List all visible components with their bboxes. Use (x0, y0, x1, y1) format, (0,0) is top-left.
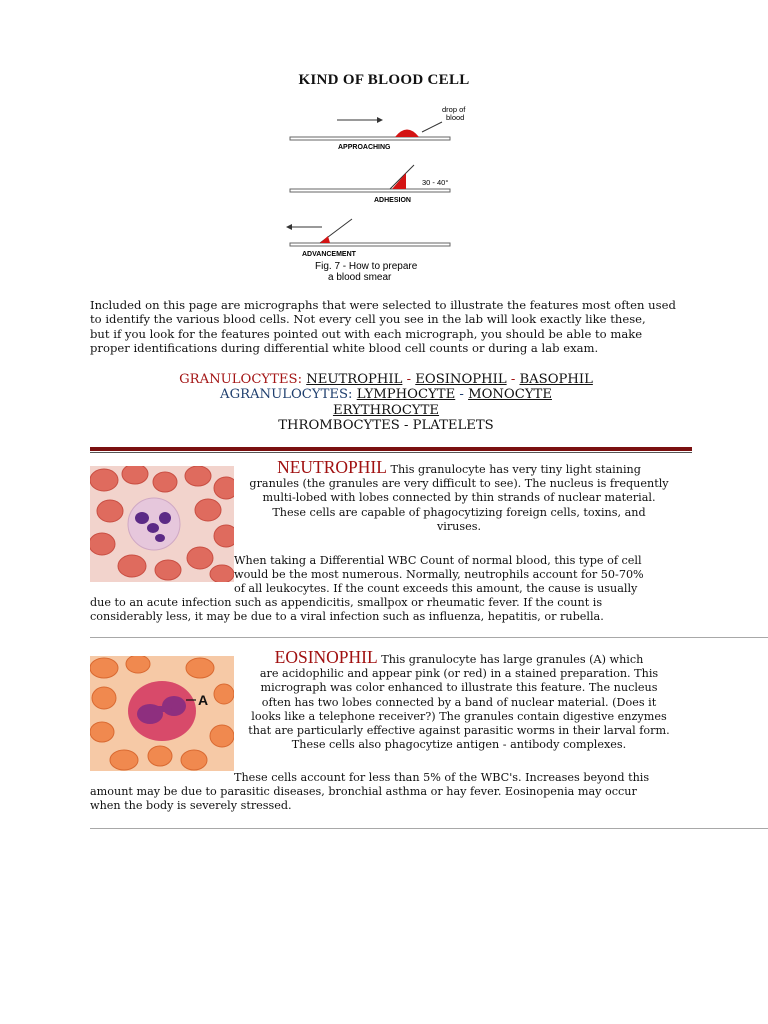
neutrophil-count-line: would be the most numerous. Normally, neutrophils account for 50-70% (234, 567, 644, 581)
erythrocyte-line (90, 403, 682, 418)
dash: - (506, 372, 520, 387)
section-divider-shadow (90, 452, 692, 453)
granulocytes-label: GRANULOCYTES: (179, 372, 303, 387)
dash: - (455, 387, 469, 402)
drop-label-2: blood (446, 113, 465, 122)
drop-pointer (422, 122, 442, 132)
thrombocytes-line: THROMBOCYTES - PLATELETS (278, 418, 494, 433)
dash: - (402, 372, 416, 387)
section-divider (90, 828, 768, 829)
drop-label-1: drop of (442, 105, 466, 114)
eosinophil-description (234, 647, 684, 752)
blood-drop (395, 130, 419, 138)
figure-caption-2: a blood smear (328, 272, 392, 283)
intro-paragraph (90, 298, 690, 356)
eosinophil-micrograph (90, 656, 234, 771)
blood-smear-figure (282, 100, 482, 290)
label-advancement: ADVANCEMENT (302, 251, 356, 258)
eosinophil-count-line: amount may be due to parasitic diseases, bronchial asthma or hay fever. Eosinopenia may occur (90, 785, 637, 798)
eosinophil-count-text (234, 771, 684, 785)
neutrophil-count-line: When taking a Differential WBC Count of normal blood, this type of cell (234, 554, 642, 567)
label-adhesion: ADHESION (374, 197, 411, 204)
neutrophil-line: viruses. (436, 519, 482, 533)
intro-line: but if you look for the features pointed out with each micrograph, you should be able to make (90, 326, 643, 341)
slide-advancement (290, 243, 450, 246)
link-eosinophil[interactable]: EOSINOPHIL (415, 372, 507, 387)
eosinophil-line: are acidophilic and appear pink (or red) in a stained preparation. This (259, 667, 659, 681)
neutrophil-heading: NEUTROPHIL (277, 457, 387, 477)
link-monocyte[interactable]: MONOCYTE (468, 387, 552, 402)
intro-line: to identify the various blood cells. Not every cell you see in the lab will look exactly like these, (90, 312, 646, 327)
eosinophil-line: These cells also phagocytize antigen - antibody complexes. (291, 738, 627, 752)
slide-approaching (290, 137, 450, 140)
neutrophil-micrograph (90, 466, 234, 582)
photo-label-a: A (198, 692, 209, 708)
neutrophil-line: multi-lobed with lobes connected by thin strands of nuclear material. (262, 491, 656, 505)
eosinophil-count-line: when the body is severely stressed. (90, 798, 292, 812)
agranulocytes-label: AGRANULOCYTES: (220, 387, 353, 402)
link-neutrophil[interactable]: NEUTROPHIL (306, 372, 403, 387)
link-basophil[interactable]: BASOPHIL (519, 372, 593, 387)
link-erythrocyte[interactable]: ERYTHROCYTE (332, 403, 440, 418)
eosinophil-line: that are particularly effective against parasitic worms in their larval form. (248, 724, 670, 738)
eosinophil-count-text-wide (90, 785, 690, 813)
neutrophil-line: These cells are capable of phagocytizing foreign cells, toxins, and (272, 505, 646, 519)
eosinophil-count-line: These cells account for less than 5% of the WBC's. Increases beyond this (234, 771, 650, 784)
figure-caption-1: Fig. 7 - How to prepare (315, 261, 418, 272)
agranulocytes-line (90, 387, 682, 402)
eosinophil-line: micrograph was color enhanced to illustrate this feature. The nucleus (260, 681, 658, 695)
neutrophil-count-line: of all leukocytes. If the count exceeds this amount, the cause is usually (234, 581, 638, 595)
neutrophil-count-line: due to an acute infection such as appendicitis, smallpox or rheumatic fever. If the count is (90, 596, 603, 609)
neutrophil-count-line: considerably less, it may be due to a viral infection such as influenza, hepatitis, or rubella. (90, 609, 604, 623)
page-title: KIND OF BLOOD CELL (298, 72, 470, 88)
section-divider (90, 447, 692, 451)
eosinophil-line: looks like a telephone receiver?) The granules contain digestive enzymes (251, 709, 667, 723)
neutrophil-line: granules (the granules are very difficult to see). The nucleus is frequently (249, 477, 669, 491)
eosinophil-heading: EOSINOPHIL (274, 647, 378, 667)
intro-line: proper identifications during differential white blood cell counts or during a lab exam. (90, 341, 599, 356)
granulocytes-line (90, 372, 682, 387)
angle-label: 30 - 40° (422, 178, 449, 187)
slide-adhesion (290, 189, 450, 192)
neutrophil-count-text (234, 554, 684, 596)
arrow-head-approaching (377, 117, 383, 123)
label-approaching: APPROACHING (338, 144, 391, 151)
intro-line: Included on this page are micrographs that were selected to illustrate the features most often used (90, 298, 676, 312)
arrow-head-advancement (286, 224, 292, 230)
neutrophil-count-text-wide (90, 596, 690, 624)
eosinophil-line: often has two lobes connected by a band of nuclear material. (Does it (261, 695, 657, 709)
eosinophil-line: This granulocyte has large granules (A) which (381, 653, 644, 666)
section-divider (90, 637, 768, 638)
neutrophil-description (234, 457, 684, 534)
neutrophil-line: This granulocyte has very tiny light staining (390, 463, 641, 476)
link-lymphocyte[interactable]: LYMPHOCYTE (356, 387, 456, 402)
